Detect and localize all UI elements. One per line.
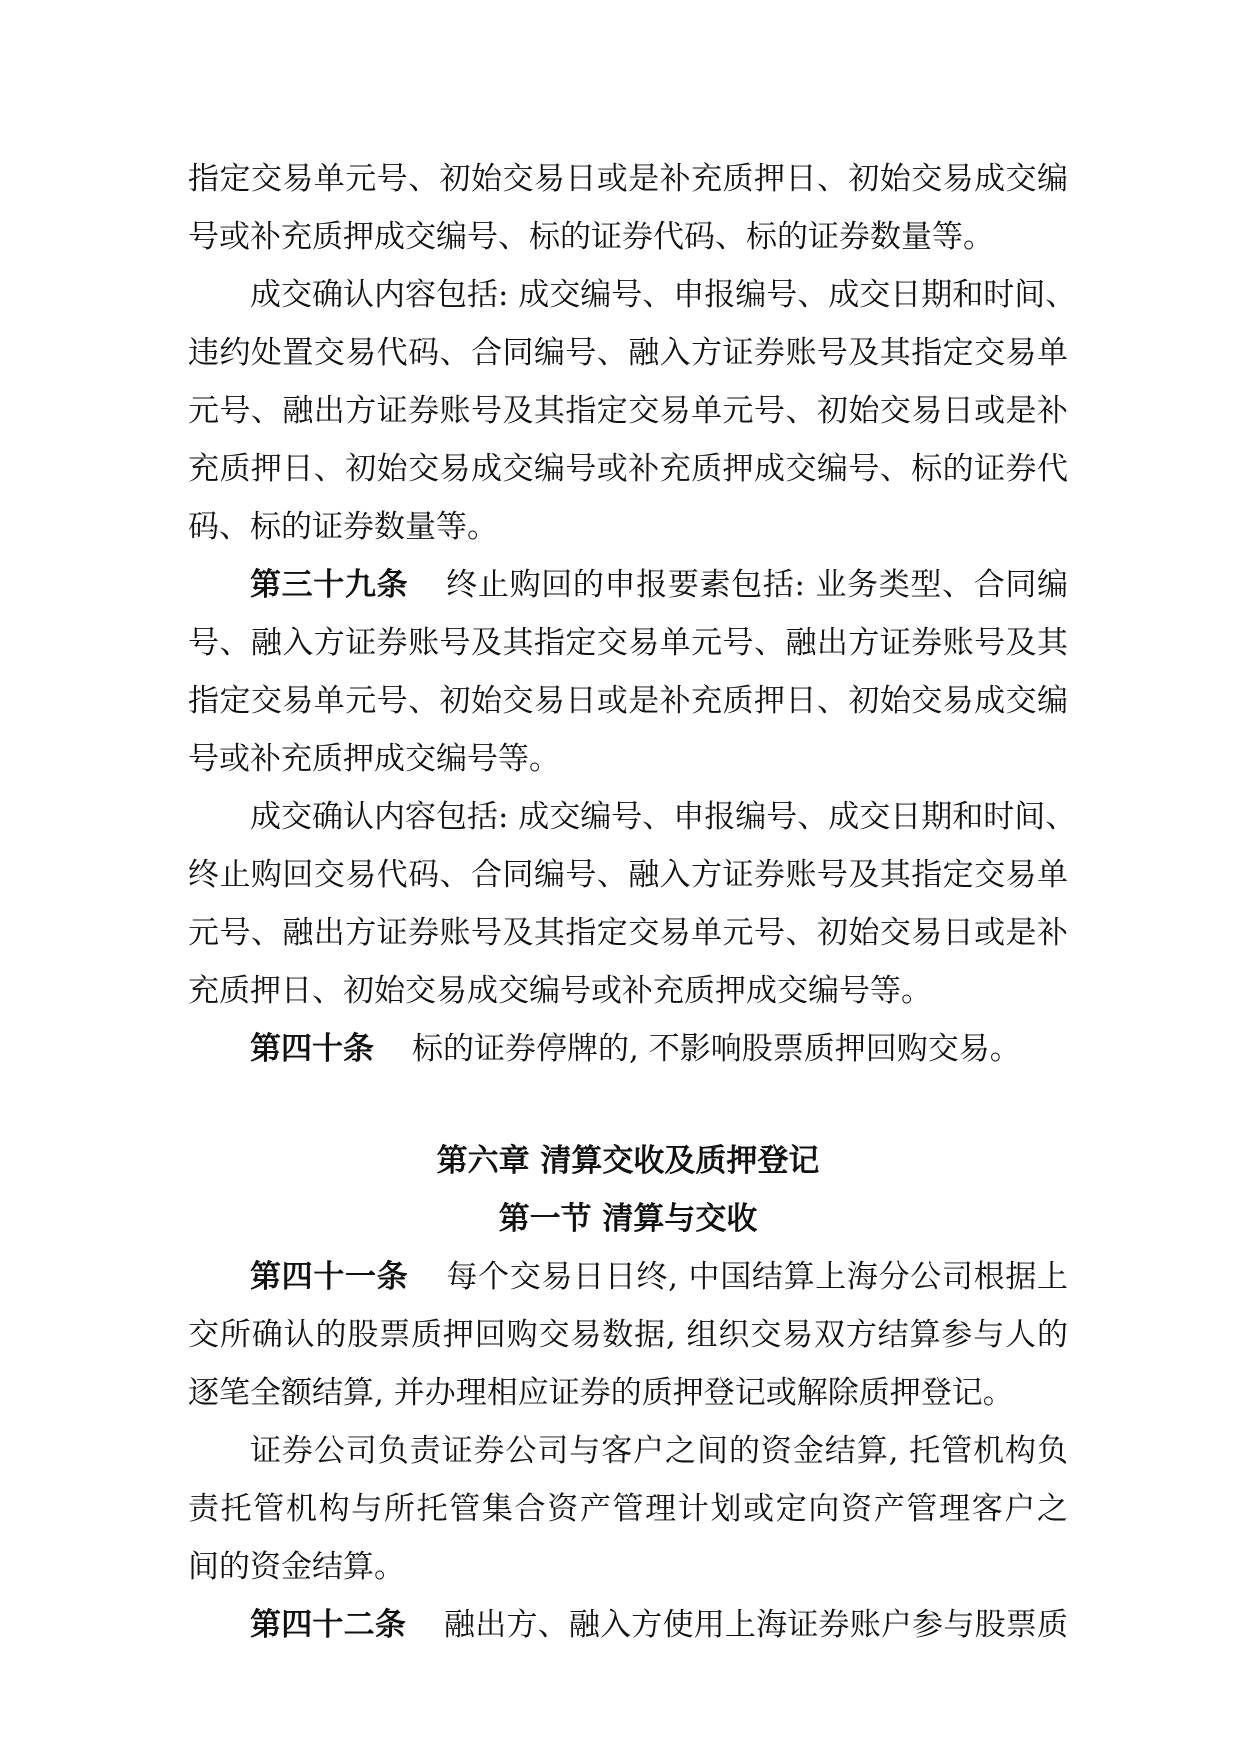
paragraph-line: 元号、融出方证券账号及其指定交易单元号、初始交易日或是补	[188, 915, 1068, 951]
paragraph-line: 责托管机构与所托管集合资产管理计划或定向资产管理客户之	[188, 1491, 1068, 1527]
article-39-first-line	[188, 556, 1068, 614]
paragraph-line: 终止购回交易代码、合同编号、融入方证券账号及其指定交易单	[188, 857, 1068, 893]
paragraph-line: 元号、融出方证券账号及其指定交易单元号、初始交易日或是补	[188, 393, 1068, 429]
article-text: 标的证券停牌的, 不影响股票质押回购交易。	[412, 1031, 1021, 1067]
paragraph-line: 充质押日、初始交易成交编号或补充质押成交编号等。	[188, 973, 932, 1009]
paragraph-line: 成交确认内容包括: 成交编号、申报编号、成交日期和时间、	[250, 277, 1077, 313]
paragraph-line: 指定交易单元号、初始交易日或是补充质押日、初始交易成交编	[188, 683, 1068, 719]
section-title: 第一节 清算与交收	[498, 1201, 758, 1237]
paragraph-line: 码、标的证券数量等。	[188, 509, 498, 545]
article-42-first-line	[188, 1596, 1068, 1654]
spacer	[188, 1078, 1068, 1132]
article-text: 每个交易日日终, 中国结算上海分公司根据上	[446, 1259, 1069, 1295]
paragraph-line: 成交确认内容包括: 成交编号、申报编号、成交日期和时间、	[250, 799, 1077, 835]
paragraph-line: 号或补充质押成交编号、标的证券代码、标的证券数量等。	[188, 219, 994, 255]
chapter-title: 第六章 清算交收及质押登记	[436, 1143, 820, 1179]
paragraph-line: 逐笔全额结算, 并办理相应证券的质押登记或解除质押登记。	[188, 1375, 1014, 1411]
paragraph-line: 交所确认的股票质押回购交易数据, 组织交易双方结算参与人的	[188, 1317, 1068, 1353]
article-40-line	[188, 1020, 1068, 1078]
paragraph-line: 违约处置交易代码、合同编号、融入方证券账号及其指定交易单	[188, 335, 1068, 371]
article-label: 第四十二条	[250, 1607, 407, 1643]
document-page	[188, 150, 1077, 1654]
paragraph-line: 号或补充质押成交编号等。	[188, 741, 560, 777]
article-text: 融出方、融入方使用上海证券账户参与股票质	[444, 1607, 1069, 1643]
article-label: 第三十九条	[250, 567, 409, 603]
paragraph-line: 充质押日、初始交易成交编号或补充质押成交编号、标的证券代	[188, 451, 1068, 487]
article-label: 第四十一条	[250, 1259, 409, 1295]
paragraph-line: 证券公司负责证券公司与客户之间的资金结算, 托管机构负	[250, 1433, 1068, 1469]
paragraph-line: 号、融入方证券账号及其指定交易单元号、融出方证券账号及其	[188, 625, 1068, 661]
article-text: 终止购回的申报要素包括: 业务类型、合同编	[446, 567, 1069, 603]
paragraph-line: 间的资金结算。	[188, 1549, 405, 1585]
article-label: 第四十条	[250, 1031, 374, 1067]
article-41-first-line	[188, 1248, 1068, 1306]
paragraph-line: 指定交易单元号、初始交易日或是补充质押日、初始交易成交编	[188, 161, 1068, 197]
